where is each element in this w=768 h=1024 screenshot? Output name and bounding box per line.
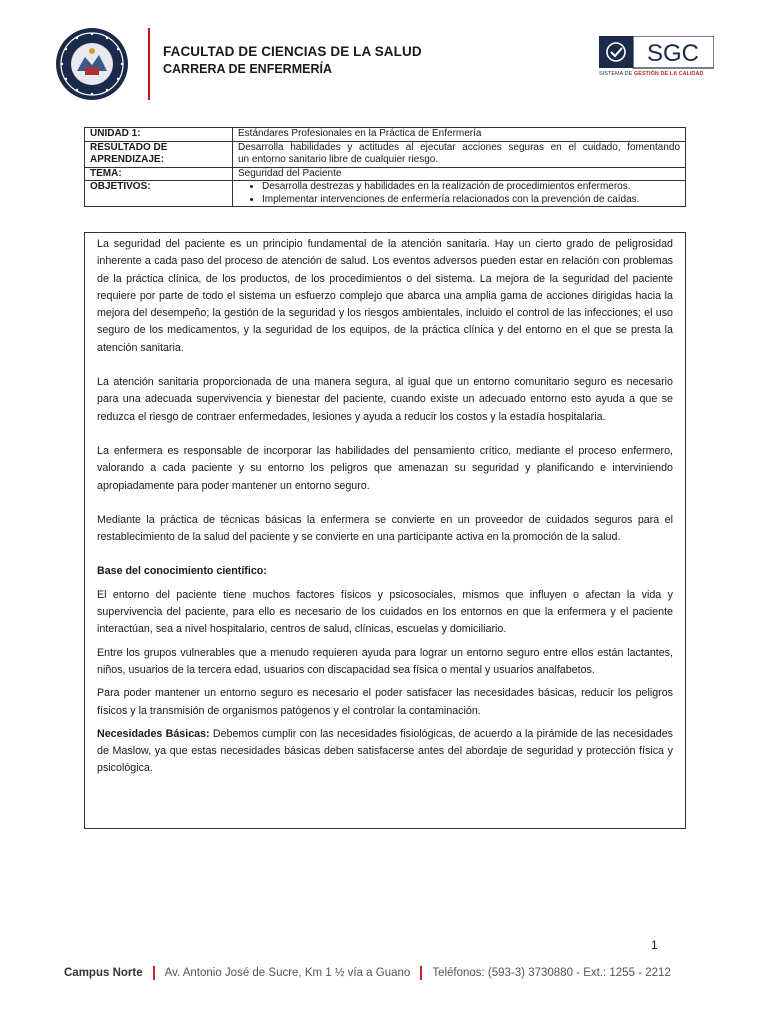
resultado-value: Desarrolla habilidades y actitudes al ejecutar acciones seguras en el cuidado, fomentando un entorno sanitario libre de cualquier riesgo. bbox=[233, 141, 686, 167]
paragraph: Entre los grupos vulnerables que a menudo requieren ayuda para lograr un entorno seguro entre ellos están lactantes, niños, usuarios de la tercera edad, usuarios con discapacidad sea física o mental y usuarios analfabetos. bbox=[97, 646, 673, 676]
list-item: • Implementar intervenciones de enfermería relacionados con la prevención de caídas. bbox=[262, 194, 680, 207]
career-subtitle: CARRERA DE ENFERMERÍA bbox=[163, 62, 332, 76]
paragraph: La atención sanitaria proporcionada de una manera segura, al igual que un entorno comunitario seguro es necesario para una adecuada supervivencia y bienestar del paciente, cuando existe un adecuado entorno esto ayuda a que se reduzca el riesgo de contraer enfermedades, lesiones y ayuda a reducir los costos y la estadía hospitalaria. bbox=[97, 376, 673, 423]
needs-label: Necesidades Básicas: bbox=[97, 727, 210, 740]
paragraph: La seguridad del paciente es un principio fundamental de la atención sanitaria. Hay un cierto grado de peligrosidad inherente a cada paso del proceso de atención de salud. Los eventos adversos pueden estar en relación con problemas de la práctica clínica, de los productos, de los procedimientos o del sistema. La mejora de la seguridad del paciente requiere por parte de todo el sistema un esfuerzo complejo que abarca una amplia gama de acciones dirigidas hacia la mejora del desempeño; la gestión de la seguridad y los riesgos ambientales, incluido el control de las infecciones; el uso seguro de los medicamentos, y la seguridad de los equipos, de la práctica clínica y del entorno en el que se presta la atención sanitaria. bbox=[97, 238, 673, 354]
table-row bbox=[85, 167, 686, 181]
unit-info-table bbox=[84, 127, 686, 207]
page-number: 1 bbox=[651, 938, 658, 952]
objetivos-label: OBJETIVOS: bbox=[85, 181, 233, 207]
table-row bbox=[85, 181, 686, 207]
paragraph: Mediante la práctica de técnicas básicas la enfermera se convierte en un proveedor de cuidados seguros para el restablecimiento de la salud del paciente y se convierte en una participante activa en la promoción de la salud. bbox=[97, 513, 673, 544]
university-seal-logo bbox=[55, 27, 129, 101]
footer-address: Av. Antonio José de Sucre, Km 1 ½ vía a Guano bbox=[164, 967, 411, 980]
campus-name: Campus Norte bbox=[64, 967, 143, 980]
unidad-value: Estándares Profesionales en la Práctica de Enfermería bbox=[233, 128, 686, 142]
table-row bbox=[85, 141, 686, 167]
resultado-label: RESULTADO DE APRENDIZAJE: bbox=[85, 141, 233, 167]
footer-phones: Teléfonos: (593-3) 3730880 - Ext.: 1255 - 2212 bbox=[432, 967, 671, 980]
section-heading: Base del conocimiento científico: bbox=[97, 565, 267, 578]
faculty-title: FACULTAD DE CIENCIAS DE LA SALUD bbox=[163, 44, 422, 59]
objetivos-list bbox=[233, 181, 686, 207]
paragraph: La enfermera es responsable de incorporar las habilidades del pensamiento crítico, mediante el proceso enfermero, valorando a cada paciente y su entorno los peligros que amenazan su seguridad y planificando e interviniendo apropiadamente para poder mantener un entorno seguro. bbox=[97, 444, 673, 492]
header-divider bbox=[148, 28, 150, 100]
sgc-caption: SISTEMA DE GESTIÓN DE LA CALIDAD bbox=[599, 71, 704, 77]
paragraph: El entorno del paciente tiene muchos factores físicos y psicosociales, mismos que influyen o afectan la vida y supervivencia del paciente, para ello es necesario de los cuidados en los entornos en que la enfermera y el paciente interactúan, sea a nivel hospitalario, centros de salud, clínicas, escuelas y domiciliario. bbox=[97, 588, 673, 636]
content-box bbox=[84, 232, 686, 829]
unidad-label: UNIDAD 1: bbox=[85, 128, 233, 142]
tema-value: Seguridad del Paciente bbox=[233, 167, 686, 181]
footer-bar bbox=[64, 966, 671, 980]
paragraph: Necesidades Básicas: Debemos cumplir con las necesidades fisiológicas, de acuerdo a la pirámide de las necesidades de Maslow, ya que estas necesidades básicas deben satisfacerse antes del abordaje de seguridad y protección física y psicológica. bbox=[97, 727, 673, 775]
sgc-logo-text: SGC bbox=[646, 40, 700, 67]
list-item: • Desarrolla destrezas y habilidades en la realización de procedimientos enfermeros. bbox=[262, 181, 680, 194]
table-row bbox=[85, 128, 686, 142]
tema-label: TEMA: bbox=[85, 167, 233, 181]
paragraph: Para poder mantener un entorno seguro es necesario el poder satisfacer las necesidades básicas, reducir los peligros físicos y la transmisión de organismos patógenos y el controlar la contaminación. bbox=[97, 687, 673, 717]
